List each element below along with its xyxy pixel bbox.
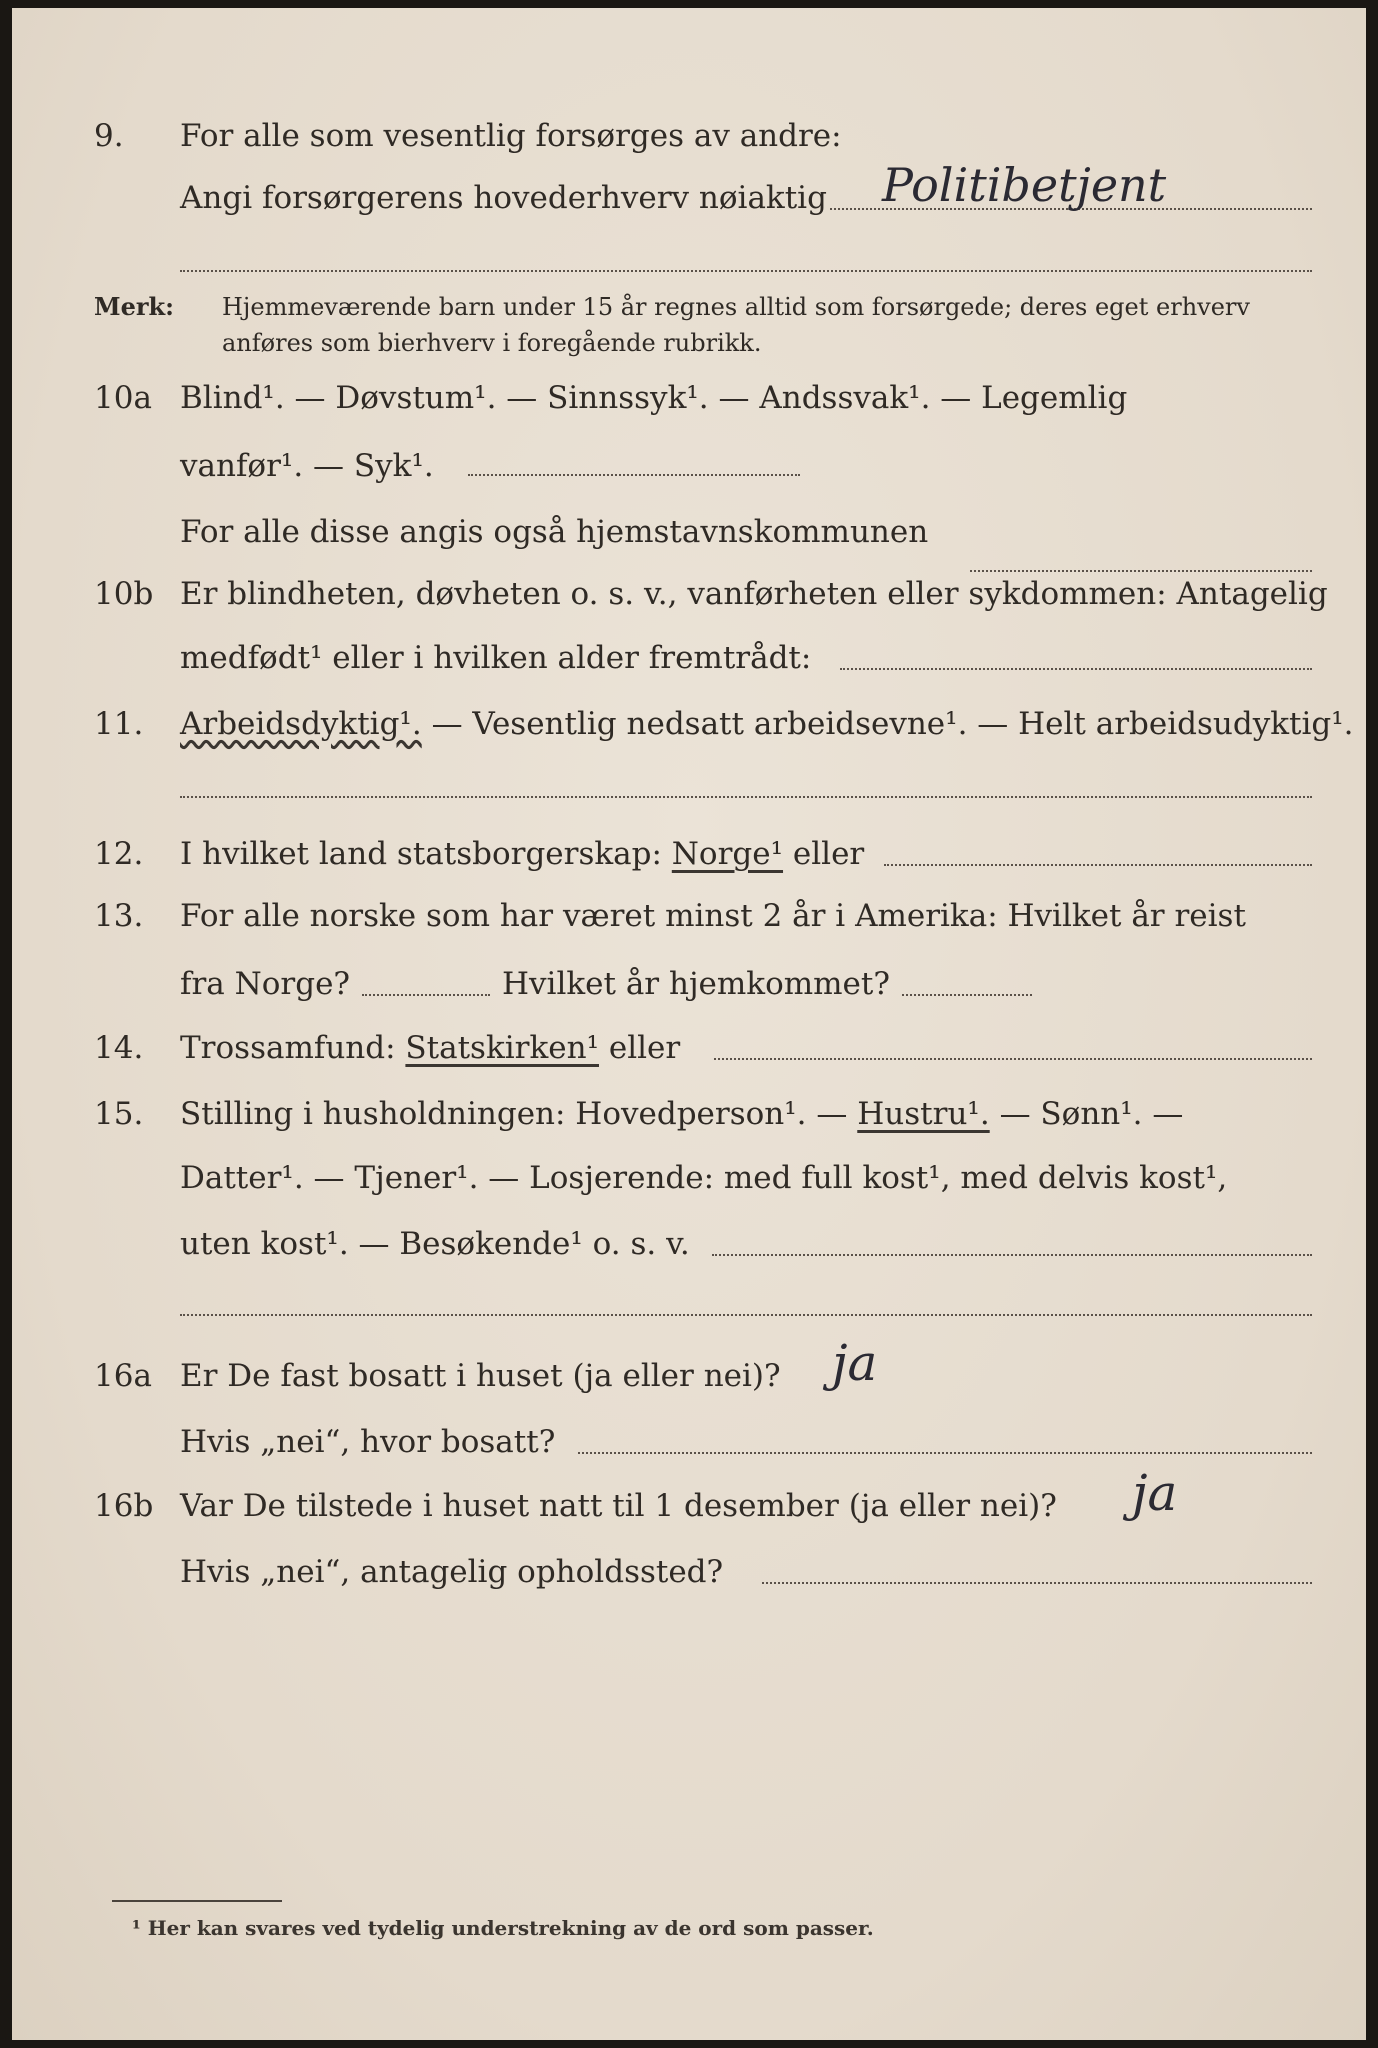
q10b-line2: medfødt¹ eller i hvilken alder fremtrådt: bbox=[180, 640, 812, 676]
q15-extra-line[interactable] bbox=[180, 1314, 1312, 1316]
q9-line2: Angi forsørgerens hovederhverv nøiaktig bbox=[180, 180, 827, 216]
q16b-line1: Var De tilstede i huset natt til 1 desember (ja eller nei)? bbox=[180, 1488, 1057, 1524]
footnote-divider bbox=[112, 1900, 282, 1902]
q10b-answer-line[interactable] bbox=[840, 668, 1312, 670]
q15-line3: uten kost¹. — Besøkende¹ o. s. v. bbox=[180, 1226, 690, 1262]
merk-line1: Hjemmeværende barn under 15 år regnes alltid som forsørgede; deres eget erhverv bbox=[222, 293, 1250, 321]
q13-line2b: Hvilket år hjemkommet? bbox=[502, 966, 890, 1002]
q13-return-year-line[interactable] bbox=[902, 994, 1032, 996]
q16a-residence-line[interactable] bbox=[578, 1452, 1312, 1454]
q14-question: Trossamfund: bbox=[180, 1030, 396, 1066]
q10b-line1: Er blindheten, døvheten o. s. v., vanførheten eller sykdommen: Antagelig bbox=[180, 576, 1328, 612]
q15-answer-line[interactable] bbox=[712, 1254, 1312, 1256]
footnote: ¹ Her kan svares ved tydelig understrekning av de ord som passer. bbox=[132, 1916, 874, 1940]
q16b-line2: Hvis „nei“, antagelig opholdssted? bbox=[180, 1554, 724, 1590]
q13-line2a: fra Norge? bbox=[180, 966, 351, 1002]
q10a-number: 10a bbox=[94, 380, 152, 416]
q16a-handwritten-answer: ja bbox=[832, 1334, 878, 1392]
q11-line bbox=[180, 704, 1354, 744]
census-form-page bbox=[12, 8, 1366, 2040]
q9-handwritten-answer: Politibetjent bbox=[882, 158, 1167, 212]
q15-line1c: — Sønn¹. — bbox=[999, 1096, 1184, 1132]
q15-line1a: Stilling i husholdningen: Hovedperson¹. — bbox=[180, 1096, 848, 1132]
q15-option-hustru[interactable]: Hustru¹. bbox=[857, 1096, 990, 1132]
q12-number: 12. bbox=[94, 836, 144, 872]
q12-question: I hvilket land statsborgerskap: bbox=[180, 836, 662, 872]
q14-option-statskirken[interactable]: Statskirken¹ bbox=[405, 1030, 599, 1066]
q15-number: 15. bbox=[94, 1096, 144, 1132]
merk-line2: anføres som bierhverv i foregående rubrikk. bbox=[222, 329, 762, 357]
q10a-line3: For alle disse angis også hjemstavnskommunen bbox=[180, 514, 929, 550]
q10a-home-municipality-line[interactable] bbox=[970, 570, 1312, 572]
q16b-handwritten-answer: ja bbox=[1132, 1464, 1178, 1522]
q14-eller: eller bbox=[608, 1030, 681, 1066]
q13-line1: For alle norske som har været minst 2 år i Amerika: Hvilket år reist bbox=[180, 898, 1246, 934]
q12-option-norge[interactable]: Norge¹ bbox=[671, 836, 784, 872]
q11-option-arbeidsdyktig[interactable]: Arbeidsdyktig¹. bbox=[180, 706, 422, 742]
q14-line bbox=[180, 1028, 680, 1068]
q10b-number: 10b bbox=[94, 576, 154, 612]
q11-extra-line[interactable] bbox=[180, 796, 1312, 798]
q9-line1: For alle som vesentlig forsørges av andre: bbox=[180, 118, 842, 154]
q10a-line2: vanfør¹. — Syk¹. bbox=[180, 448, 434, 484]
q15-line2: Datter¹. — Tjener¹. — Losjerende: med full kost¹, med delvis kost¹, bbox=[180, 1160, 1228, 1196]
q16b-whereabouts-line[interactable] bbox=[762, 1582, 1312, 1584]
q11-number: 11. bbox=[94, 706, 144, 742]
merk-label: Merk: bbox=[94, 292, 174, 321]
q13-number: 13. bbox=[94, 898, 144, 934]
q15-line1 bbox=[180, 1094, 1183, 1134]
q11-other-options: — Vesentlig nedsatt arbeidsevne¹. — Helt arbeidsudyktig¹. bbox=[431, 706, 1354, 742]
q10a-answer-line[interactable] bbox=[468, 474, 800, 476]
q16b-number: 16b bbox=[94, 1488, 154, 1524]
q12-line bbox=[180, 834, 864, 874]
q10a-line1: Blind¹. — Døvstum¹. — Sinnssyk¹. — Andssvak¹. — Legemlig bbox=[180, 380, 1128, 416]
q16a-number: 16a bbox=[94, 1358, 152, 1394]
q9-number: 9. bbox=[94, 118, 124, 154]
q14-number: 14. bbox=[94, 1030, 144, 1066]
q16a-line2: Hvis „nei“, hvor bosatt? bbox=[180, 1424, 556, 1460]
q16a-line1: Er De fast bosatt i huset (ja eller nei)? bbox=[180, 1358, 781, 1394]
q12-answer-line[interactable] bbox=[884, 864, 1312, 866]
q14-answer-line[interactable] bbox=[714, 1058, 1312, 1060]
q12-eller: eller bbox=[792, 836, 865, 872]
q13-departure-year-line[interactable] bbox=[362, 994, 490, 996]
q9-extra-line[interactable] bbox=[180, 270, 1312, 272]
